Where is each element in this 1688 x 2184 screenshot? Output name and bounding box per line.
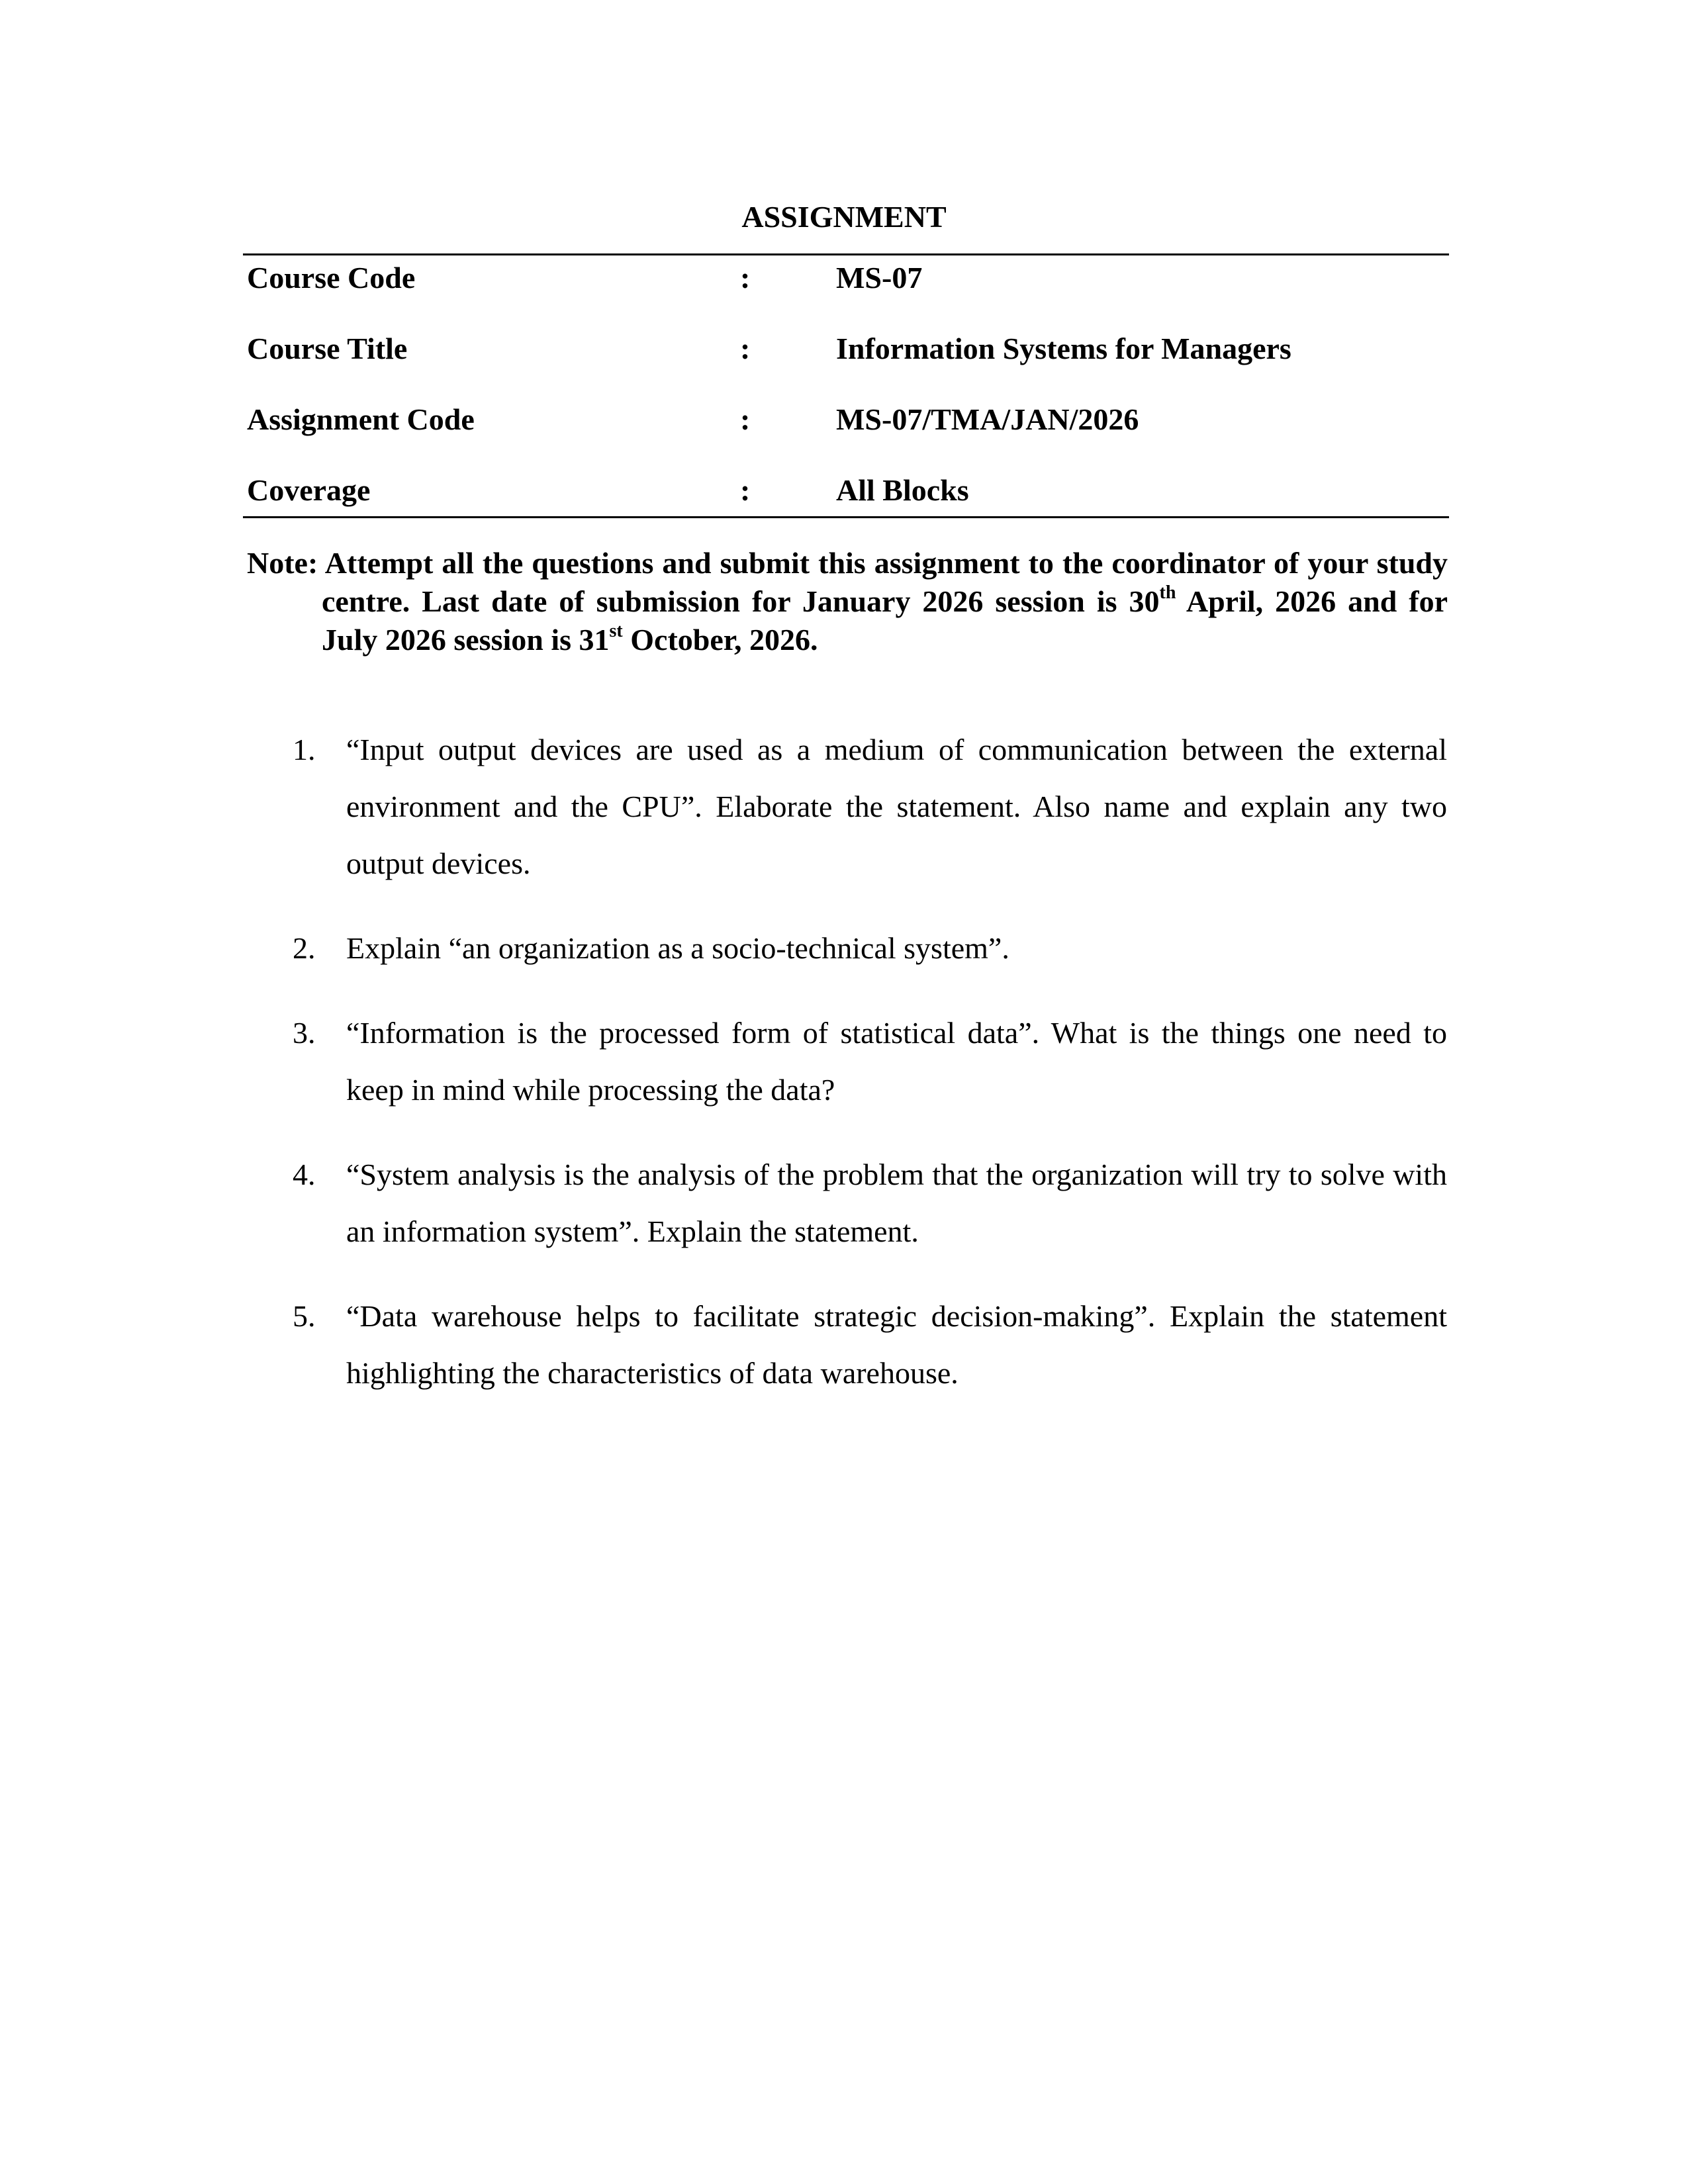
assignment-code-row bbox=[247, 400, 1452, 439]
question-number: 4. bbox=[293, 1158, 316, 1191]
course-title-value: Information Systems for Managers bbox=[836, 332, 1291, 365]
question-item bbox=[278, 1146, 1447, 1260]
top-divider bbox=[243, 253, 1449, 255]
course-title-row bbox=[247, 329, 1452, 369]
question-item bbox=[278, 920, 1447, 977]
note-text-2: April, 2026 and for July 2026 session is 31 bbox=[322, 584, 1448, 657]
note-superscript-th: th bbox=[1159, 582, 1176, 603]
question-text: “System analysis is the analysis of the problem that the organization will try to solve with an information system”. Explain the statement. bbox=[346, 1158, 1447, 1248]
note-superscript-st: st bbox=[609, 621, 623, 641]
question-text: “Information is the processed form of statistical data”. What is the things one need to keep in mind while processing the data? bbox=[346, 1016, 1447, 1107]
coverage-row bbox=[247, 471, 1452, 510]
course-title-label: Course Title bbox=[247, 332, 408, 365]
note-text-3: October, 2026. bbox=[622, 623, 818, 657]
question-item bbox=[278, 1288, 1447, 1402]
question-number: 1. bbox=[293, 733, 316, 766]
course-code-row bbox=[247, 258, 1452, 298]
coverage-value: All Blocks bbox=[836, 473, 969, 507]
course-code-colon: : bbox=[740, 261, 751, 295]
course-code-label: Course Code bbox=[247, 261, 416, 295]
question-number: 2. bbox=[293, 931, 316, 965]
bottom-divider bbox=[243, 516, 1449, 518]
coverage-label: Coverage bbox=[247, 473, 371, 507]
assignment-code-colon: : bbox=[740, 402, 751, 436]
course-title-colon: : bbox=[740, 332, 751, 365]
question-text: “Input output devices are used as a medium of communication between the external environment and the CPU”. Elaborate the statement. Also name and explain any two output devices. bbox=[346, 733, 1447, 880]
question-item bbox=[278, 721, 1447, 892]
question-text: “Data warehouse helps to facilitate strategic decision-making”. Explain the statement highlighting the characteristics of data warehouse. bbox=[346, 1299, 1447, 1390]
submission-note bbox=[247, 544, 1448, 659]
question-number: 5. bbox=[293, 1299, 316, 1333]
coverage-colon: : bbox=[740, 473, 751, 507]
question-list bbox=[278, 721, 1447, 1430]
document-title: ASSIGNMENT bbox=[741, 200, 947, 234]
question-number: 3. bbox=[293, 1016, 316, 1050]
question-item bbox=[278, 1005, 1447, 1118]
assignment-code-label: Assignment Code bbox=[247, 402, 475, 436]
question-text: Explain “an organization as a socio-technical system”. bbox=[346, 931, 1009, 965]
assignment-code-value: MS-07/TMA/JAN/2026 bbox=[836, 402, 1139, 436]
note-text-1: Note: Attempt all the questions and submit this assignment to the coordinator of your study centre. Last date of submission for January 2026 session is 30 bbox=[247, 546, 1448, 618]
course-code-value: MS-07 bbox=[836, 261, 923, 295]
